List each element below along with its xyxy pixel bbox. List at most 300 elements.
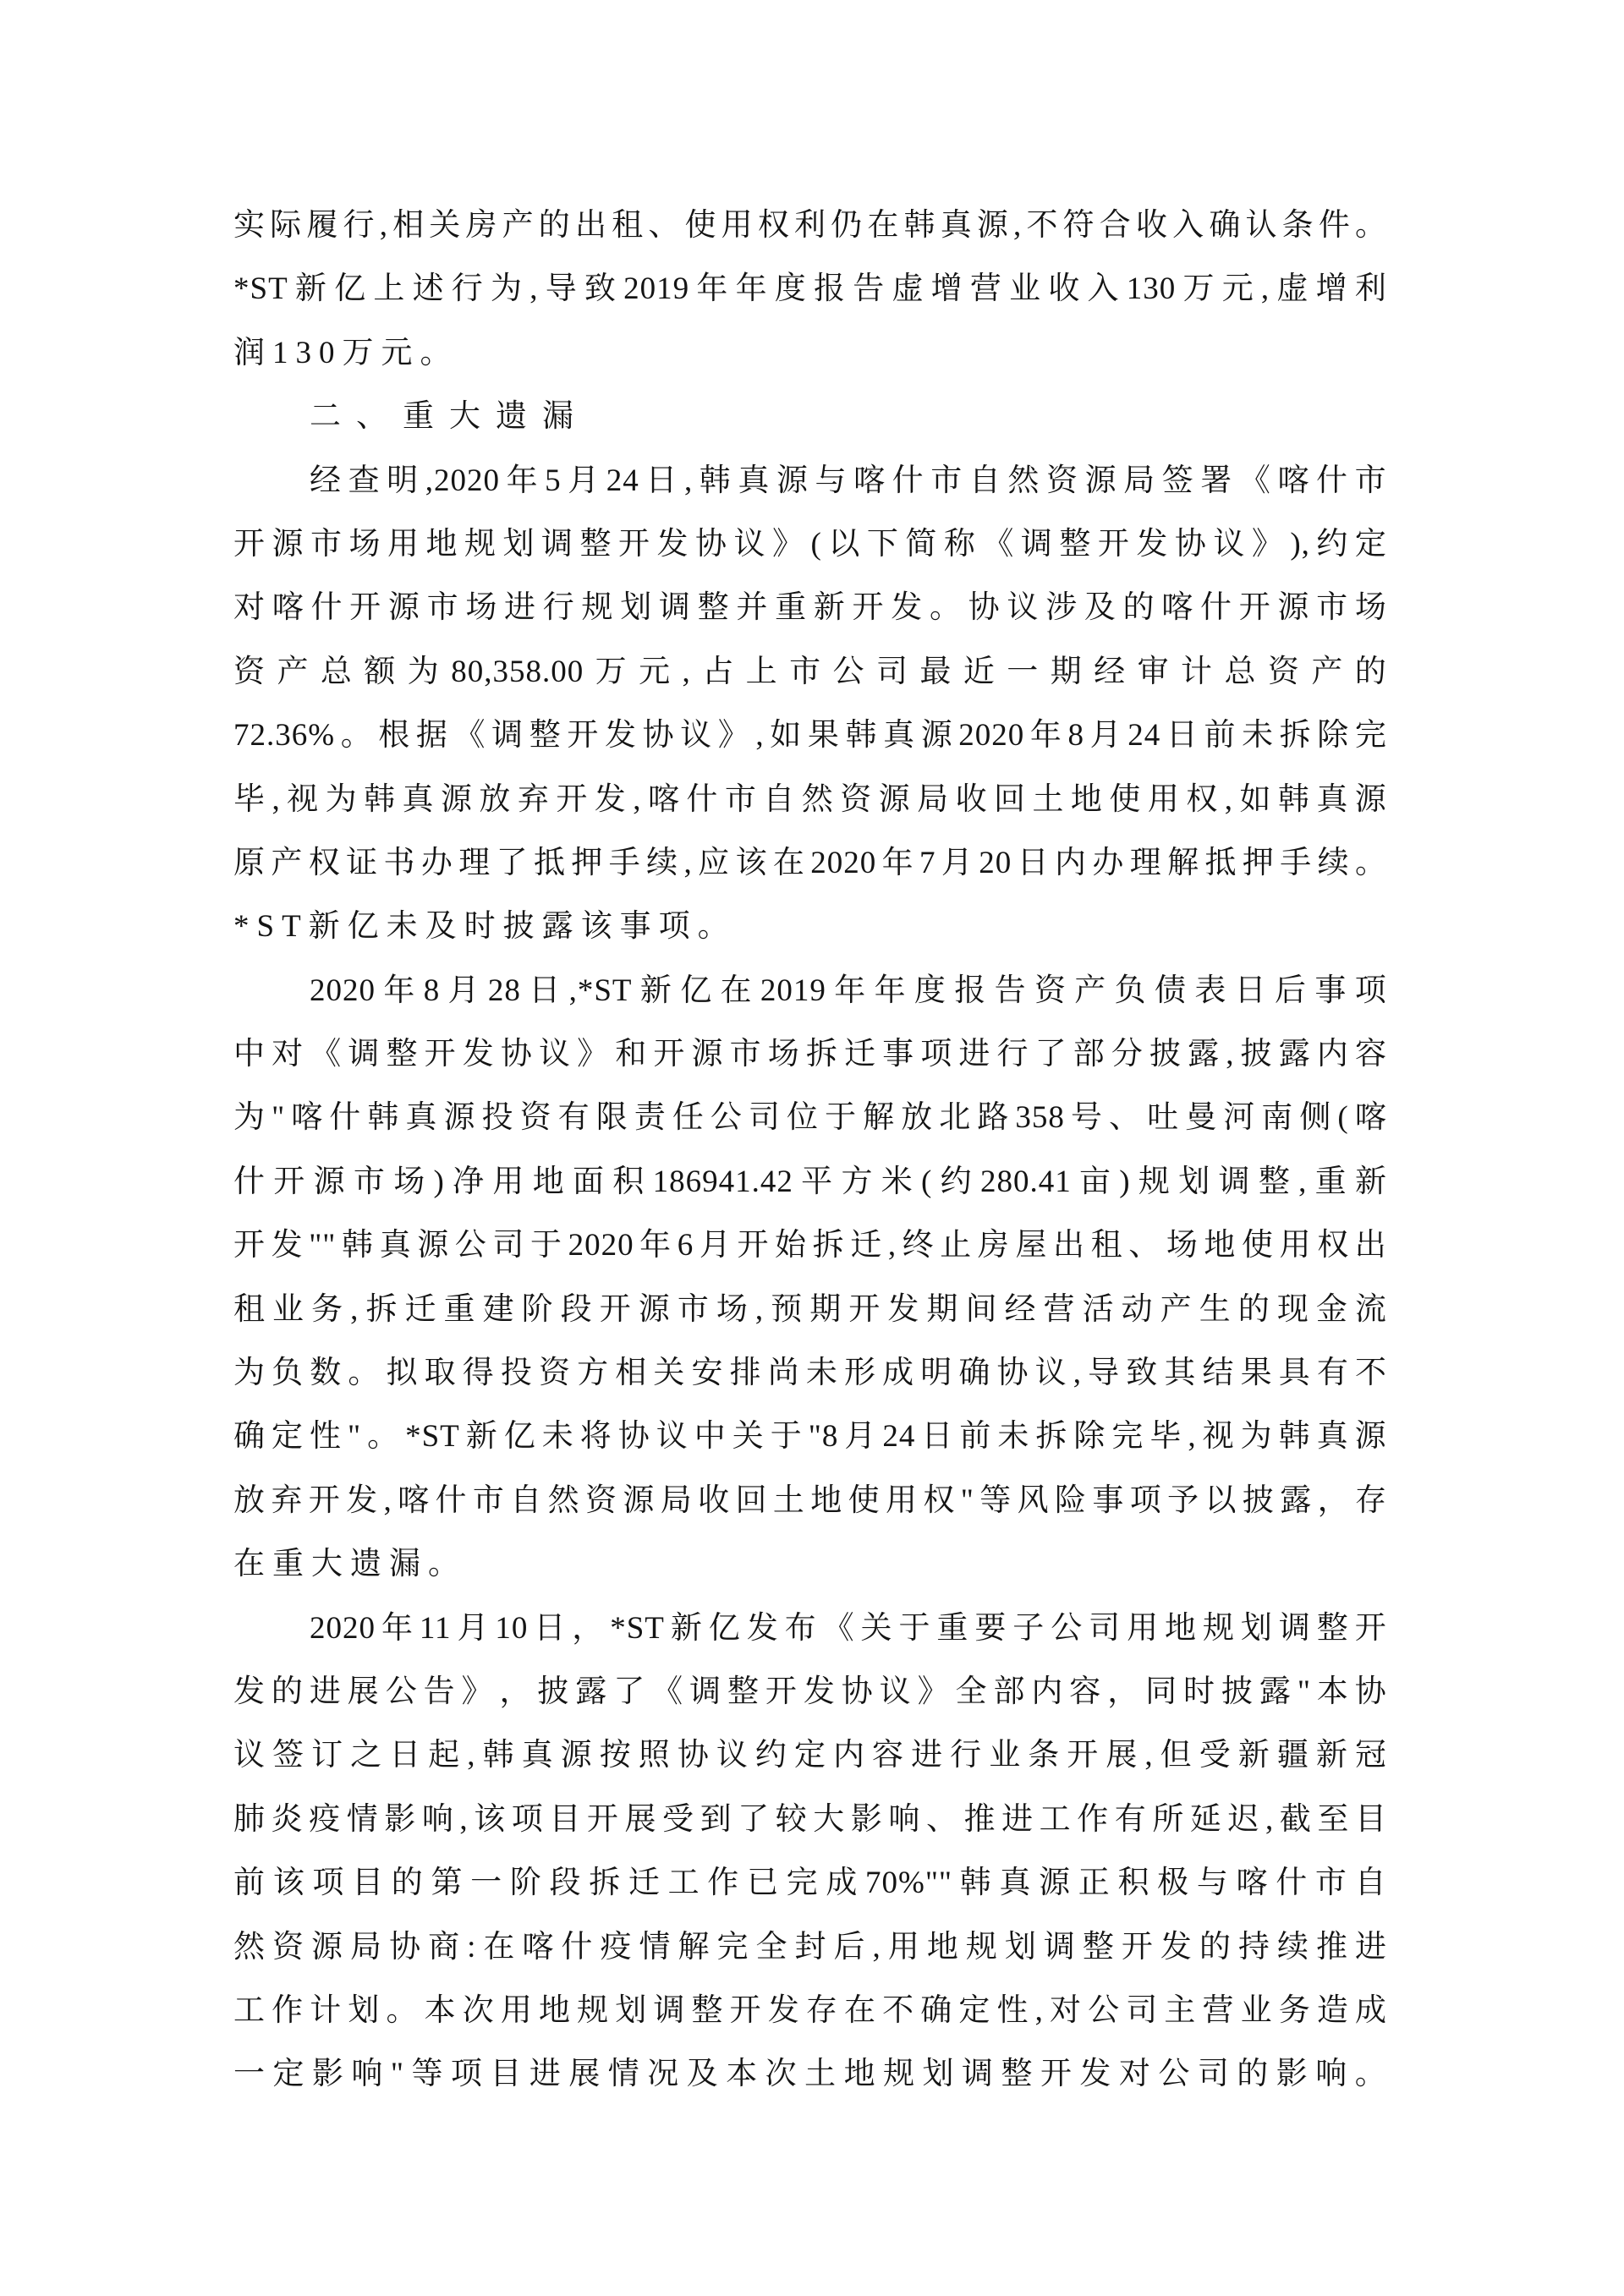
glyph: 。	[386, 1992, 419, 2028]
glyph: 权	[308, 845, 341, 880]
glyph: 24	[606, 463, 639, 498]
glyph: 喀	[853, 463, 886, 498]
glyph: 的	[271, 1674, 304, 1709]
glyph: 冠	[1354, 1738, 1387, 1773]
glyph: 10	[495, 1610, 529, 1646]
glyph: 终	[902, 1228, 935, 1263]
glyph: 有	[1114, 1801, 1147, 1837]
text-line	[233, 1405, 1387, 1468]
glyph: 押	[571, 845, 604, 880]
glyph: 未	[805, 1356, 838, 1391]
glyph: )	[1119, 1164, 1131, 1199]
glyph: 开	[586, 1801, 619, 1837]
glyph: (	[921, 1164, 933, 1199]
glyph: ,	[754, 1291, 765, 1327]
glyph: 开	[308, 1482, 341, 1518]
glyph: 调	[1278, 1610, 1311, 1646]
text-line	[233, 768, 1387, 831]
glyph: 自	[1354, 1866, 1387, 1901]
glyph: 协	[500, 1037, 533, 1072]
glyph: ,*ST	[568, 973, 633, 1008]
glyph: 行	[950, 1738, 983, 1773]
glyph: 重	[1314, 1164, 1347, 1199]
glyph: 疫	[309, 1801, 342, 1837]
glyph: 迁	[628, 1866, 661, 1901]
glyph: 影	[850, 1801, 883, 1837]
glyph: 行	[542, 590, 575, 626]
glyph: 响	[421, 1801, 454, 1837]
glyph: 披	[1221, 1674, 1254, 1709]
glyph: ,	[1073, 1356, 1082, 1391]
glyph: 真	[738, 463, 771, 498]
glyph: 前	[1204, 718, 1237, 753]
glyph: 喀	[398, 1482, 431, 1518]
glyph: 利	[1354, 271, 1387, 307]
glyph: 市	[724, 781, 757, 817]
glyph: 规	[883, 2057, 916, 2092]
glyph: 协	[841, 1674, 874, 1709]
glyph: 响	[888, 1801, 921, 1837]
glyph: 目	[490, 2057, 523, 2092]
glyph: 2020	[568, 1228, 634, 1263]
glyph: 认	[1245, 208, 1278, 243]
glyph: 公	[1088, 1992, 1121, 2028]
glyph: 增	[1315, 271, 1348, 307]
glyph: 年	[639, 1228, 672, 1263]
glyph: 计	[1181, 654, 1213, 689]
glyph: 月	[941, 845, 974, 880]
glyph: 建	[482, 1291, 515, 1327]
glyph: 披	[537, 1674, 570, 1709]
glyph: 持	[1237, 1929, 1270, 1964]
glyph: 存	[805, 1992, 838, 2028]
glyph: 日	[1166, 718, 1199, 753]
glyph: 展	[347, 1674, 380, 1709]
text-line: *ST新亿未及时披露该事项。	[233, 909, 737, 945]
text-line	[233, 831, 1387, 895]
glyph: 放	[901, 1100, 934, 1136]
glyph: 回	[735, 1482, 768, 1518]
glyph: 侧	[1299, 1100, 1332, 1136]
glyph: 整	[529, 718, 562, 753]
glyph: 等	[979, 1482, 1012, 1518]
glyph: ,	[1224, 781, 1233, 817]
glyph: 负	[272, 1356, 304, 1391]
glyph: 肺	[233, 1801, 266, 1837]
glyph: 发	[887, 1291, 920, 1327]
glyph: ，	[499, 1674, 532, 1709]
glyph: 》	[917, 1674, 950, 1709]
glyph: 明	[387, 463, 420, 498]
glyph: 新	[813, 590, 846, 626]
glyph: 据	[415, 718, 448, 753]
glyph: "	[960, 1482, 974, 1518]
glyph: ,	[1265, 1801, 1275, 1837]
glyph: 在	[844, 1992, 876, 2028]
glyph: 场	[1166, 1228, 1199, 1263]
glyph: "	[1297, 1674, 1311, 1709]
glyph: 方	[841, 1164, 874, 1199]
text-line	[233, 1214, 1387, 1277]
glyph: 发	[1079, 2057, 1112, 2092]
glyph: 营	[1043, 1291, 1076, 1327]
glyph: 资	[539, 1356, 571, 1391]
glyph: 拆	[812, 1228, 845, 1263]
glyph: 符	[1062, 208, 1095, 243]
glyph: 成	[1355, 1992, 1387, 2028]
glyph: 土	[804, 2057, 837, 2092]
glyph: 对	[233, 590, 266, 626]
glyph: 炎	[271, 1801, 304, 1837]
glyph: 对	[272, 1037, 304, 1072]
glyph: 进	[309, 1674, 342, 1709]
glyph: 局	[1123, 463, 1156, 498]
glyph: 数	[310, 1356, 343, 1391]
glyph: 进	[1355, 1929, 1387, 1964]
glyph: 布	[784, 1610, 817, 1646]
glyph: 进	[958, 1037, 991, 1072]
glyph: 发	[1136, 526, 1169, 562]
glyph: 划	[502, 526, 535, 562]
glyph: 照	[638, 1738, 671, 1773]
glyph: 什	[686, 781, 719, 817]
glyph: 司	[1197, 2057, 1230, 2092]
glyph: 除	[1073, 1419, 1106, 1455]
glyph: 开	[1238, 590, 1271, 626]
glyph: 源	[776, 463, 809, 498]
glyph: 续	[1317, 845, 1350, 880]
glyph: 什	[329, 1100, 362, 1136]
glyph: 场	[716, 1291, 749, 1327]
glyph: 时	[1183, 1674, 1216, 1709]
glyph: 规	[1202, 1610, 1235, 1646]
glyph: 万	[595, 654, 628, 689]
glyph: 80,358.00	[451, 654, 584, 689]
glyph: 整	[1258, 1164, 1291, 1199]
glyph: 具	[1278, 1356, 1311, 1391]
glyph: 用	[492, 1164, 525, 1199]
glyph: 行	[996, 1037, 1029, 1072]
glyph: 其	[1164, 1356, 1197, 1391]
glyph: 司	[748, 1100, 781, 1136]
line-glyphs	[233, 831, 1387, 895]
glyph: 调	[689, 1674, 722, 1709]
glyph: 完	[786, 1866, 819, 1901]
glyph: 期	[809, 1291, 842, 1327]
text-line	[233, 194, 1387, 257]
glyph: 开	[765, 1674, 798, 1709]
glyph: 亿	[680, 973, 713, 1008]
glyph: ,	[272, 781, 281, 817]
glyph: 的	[391, 1866, 424, 1901]
glyph: 韩	[342, 1228, 374, 1263]
glyph: 为	[491, 271, 523, 307]
line-glyphs	[233, 512, 1387, 576]
glyph: 收	[1135, 208, 1168, 243]
glyph: 存	[1354, 1482, 1387, 1518]
glyph: 露	[1280, 1482, 1313, 1518]
glyph: 不	[1026, 208, 1059, 243]
glyph: 该	[474, 1801, 507, 1837]
glyph: 划	[348, 1992, 381, 2028]
glyph: 源	[1277, 590, 1310, 626]
glyph: 议	[1213, 526, 1246, 562]
glyph: 《	[982, 526, 1015, 562]
glyph: 果	[807, 718, 840, 753]
glyph: 项	[1129, 1482, 1162, 1518]
glyph: 用	[500, 1992, 533, 2028]
glyph: 开	[848, 1291, 881, 1327]
glyph: "	[348, 1419, 362, 1455]
glyph: 相	[615, 1356, 648, 1391]
glyph: 订	[311, 1738, 344, 1773]
glyph: 续	[646, 845, 679, 880]
glyph: 实	[233, 208, 266, 243]
glyph: 行	[343, 208, 376, 243]
glyph: 元	[1221, 271, 1254, 307]
glyph: 及	[1084, 590, 1116, 626]
line-glyphs	[310, 959, 1387, 1022]
glyph: *ST	[233, 271, 288, 307]
paragraph-start-line	[233, 1597, 1387, 1660]
glyph: ,2020	[425, 463, 500, 498]
glyph: "	[390, 2057, 404, 2092]
glyph: 展	[1106, 1738, 1138, 1773]
glyph: 虚	[892, 271, 924, 307]
glyph: 调	[1043, 1929, 1076, 1964]
glyph: 5	[545, 463, 562, 498]
text-line	[233, 1851, 1387, 1915]
glyph: 地	[1204, 1228, 1237, 1263]
glyph: 涉	[1045, 590, 1078, 626]
glyph: 容	[872, 1738, 905, 1773]
glyph: 性	[996, 1992, 1029, 2028]
glyph: 年	[874, 973, 907, 1008]
glyph: 开	[1097, 526, 1130, 562]
glyph: 情	[639, 1929, 672, 1964]
glyph: 以	[828, 526, 861, 562]
glyph: 查	[348, 463, 381, 498]
glyph: 日	[645, 463, 678, 498]
glyph: 24	[882, 1419, 916, 1455]
glyph: 。	[1355, 208, 1387, 243]
glyph: 积	[1117, 1866, 1150, 1901]
glyph: 吐	[1147, 1100, 1180, 1136]
glyph: 至	[1317, 1801, 1350, 1837]
glyph: 并	[736, 590, 769, 626]
glyph: 整	[727, 1674, 760, 1709]
glyph: 场	[1354, 590, 1387, 626]
glyph: 韩	[699, 463, 732, 498]
glyph: 疆	[1276, 1738, 1309, 1773]
line-glyphs	[233, 1341, 1387, 1405]
glyph: 、	[1128, 1228, 1161, 1263]
glyph: 韩	[959, 1866, 992, 1901]
glyph: 新	[465, 1419, 498, 1455]
glyph: 况	[647, 2057, 680, 2092]
glyph: 场	[767, 1037, 800, 1072]
glyph: 迁	[850, 1228, 883, 1263]
glyph: 2020	[810, 845, 877, 880]
glyph: 前	[959, 1419, 992, 1455]
glyph: "8	[808, 1419, 839, 1455]
glyph: 真	[402, 781, 435, 817]
glyph: 毕	[233, 781, 266, 817]
glyph: 月	[447, 973, 480, 1008]
glyph: 致	[584, 271, 617, 307]
text-line: 润130万元。	[233, 335, 459, 370]
glyph: 开	[653, 1037, 686, 1072]
glyph: 什	[892, 463, 924, 498]
text-line	[233, 1278, 1387, 1341]
glyph: 露	[1188, 1037, 1221, 1072]
glyph: ,	[529, 271, 539, 307]
glyph: 发	[1160, 1929, 1193, 1964]
glyph: 资	[1034, 973, 1067, 1008]
glyph: 韩	[903, 208, 936, 243]
glyph: 源	[272, 526, 304, 562]
glyph: 等	[411, 2057, 444, 2092]
glyph: 源	[387, 590, 420, 626]
glyph: 新	[1315, 1738, 1348, 1773]
glyph: 2019	[760, 973, 826, 1008]
glyph: 影	[311, 2057, 344, 2092]
glyph: 房	[465, 208, 498, 243]
glyph: 整	[386, 1037, 419, 1072]
glyph: 资	[1045, 463, 1078, 498]
glyph: 响	[351, 2057, 384, 2092]
glyph: 使	[848, 1482, 881, 1518]
glyph: 签	[1161, 463, 1194, 498]
glyph: 。	[929, 590, 962, 626]
glyph: 事	[1092, 1482, 1125, 1518]
glyph: 划	[1004, 1929, 1037, 1964]
glyph: 划	[620, 590, 653, 626]
glyph: 条	[1281, 208, 1314, 243]
glyph: 入	[1087, 271, 1120, 307]
glyph: 定	[1354, 526, 1387, 562]
glyph: 协	[1354, 1674, 1387, 1709]
glyph: 未	[541, 1419, 574, 1455]
glyph: 协	[389, 1929, 422, 1964]
glyph: 务	[311, 1291, 344, 1327]
glyph: 真	[940, 208, 973, 243]
glyph: 的	[1354, 654, 1387, 689]
glyph: 整	[579, 526, 612, 562]
line-glyphs	[233, 1979, 1387, 2042]
line-glyphs	[233, 1851, 1387, 1915]
glyph: 市	[1316, 590, 1349, 626]
glyph: 度	[914, 973, 946, 1008]
glyph: 屋	[1015, 1228, 1048, 1263]
glyph: 工	[667, 1866, 700, 1901]
glyph: 资	[233, 654, 266, 689]
line-glyphs	[233, 1278, 1387, 1341]
glyph: 186941.42	[652, 1164, 793, 1199]
glyph: 调	[348, 1037, 381, 1072]
glyph: 场	[348, 526, 381, 562]
glyph: (	[1337, 1100, 1349, 1136]
glyph: 营	[969, 271, 1002, 307]
glyph: 容	[1069, 1674, 1102, 1709]
glyph: 未	[1242, 718, 1275, 753]
line-glyphs	[233, 1022, 1387, 1086]
glyph: 责	[634, 1100, 667, 1136]
glyph: 280.41	[979, 1164, 1072, 1199]
glyph: 位	[787, 1100, 820, 1136]
glyph: 后	[833, 1929, 866, 1964]
glyph: 什	[1316, 463, 1349, 498]
glyph: 响	[1315, 2057, 1348, 2092]
glyph: 毕	[1149, 1419, 1182, 1455]
glyph: 内	[833, 1738, 865, 1773]
glyph: 到	[700, 1801, 732, 1837]
glyph: 北	[939, 1100, 972, 1136]
glyph: 项	[312, 1866, 345, 1901]
glyph: ,	[887, 1228, 897, 1263]
glyph: 整	[1059, 526, 1092, 562]
glyph: 段	[549, 1866, 582, 1901]
glyph: 预	[771, 1291, 804, 1327]
glyph: 确	[233, 1419, 266, 1455]
glyph: 结	[1202, 1356, 1235, 1391]
glyph: 同	[1145, 1674, 1178, 1709]
glyph: 造	[1316, 1992, 1349, 2028]
glyph: 资	[1267, 654, 1300, 689]
glyph: 资	[519, 1100, 552, 1136]
glyph: 理	[458, 845, 491, 880]
line-glyphs	[233, 1405, 1387, 1468]
glyph: 新	[294, 271, 327, 307]
glyph: 喀	[1161, 590, 1194, 626]
glyph: 场	[393, 1164, 426, 1199]
glyph: 亿	[503, 1419, 536, 1455]
glyph: 中	[233, 1037, 266, 1072]
line-glyphs	[233, 768, 1387, 831]
glyph: 亿	[708, 1610, 741, 1646]
glyph: 定	[958, 1992, 991, 2028]
text-line	[233, 576, 1387, 639]
glyph: 际	[270, 208, 303, 243]
glyph: 议	[716, 1738, 749, 1773]
glyph: 调	[1218, 1164, 1251, 1199]
glyph: 对	[1050, 1992, 1082, 2028]
glyph: 源	[691, 1037, 724, 1072]
glyph: 韩	[482, 1738, 515, 1773]
glyph: 划	[615, 1992, 648, 2028]
glyph: 划	[1178, 1164, 1211, 1199]
glyph: 什	[1276, 1866, 1309, 1901]
glyph: 规	[464, 526, 497, 562]
glyph: 全	[955, 1674, 988, 1709]
glyph: 要	[974, 1610, 1007, 1646]
glyph: 于	[898, 1610, 931, 1646]
glyph: 8	[1067, 718, 1085, 753]
glyph: 租	[1090, 1228, 1123, 1263]
glyph: 确	[958, 1356, 991, 1391]
glyph: 局	[917, 781, 950, 817]
glyph: 平	[801, 1164, 834, 1199]
glyph: 公	[832, 654, 865, 689]
glyph: 韩	[845, 718, 878, 753]
glyph: 所	[1152, 1801, 1185, 1837]
glyph: 条	[1028, 1738, 1061, 1773]
glyph: 正	[1078, 1866, 1111, 1901]
glyph: 开	[729, 1992, 762, 2028]
glyph: 险	[1054, 1482, 1087, 1518]
glyph: 真	[1316, 1419, 1349, 1455]
glyph: 工	[233, 1992, 266, 2028]
